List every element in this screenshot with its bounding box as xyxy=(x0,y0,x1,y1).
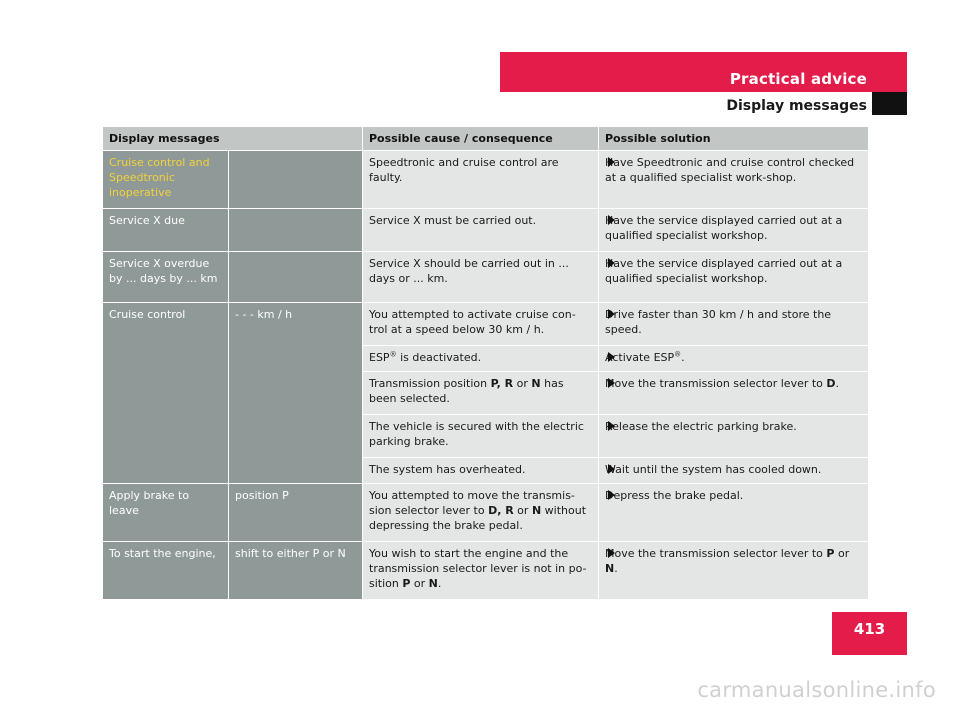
registered-mark: ® xyxy=(389,350,397,359)
gear-label: N xyxy=(531,504,542,517)
cause-text: without depressing the brake pedal. xyxy=(369,504,587,532)
column-header-display-messages: Display messages xyxy=(103,127,363,151)
header-black-tab xyxy=(872,92,907,115)
arrow-bullet-icon xyxy=(608,464,615,474)
solution-text: Activate ESP xyxy=(605,351,675,364)
message-sub-cell xyxy=(229,151,363,209)
message-text: Service X overdue by ... days by ... km xyxy=(109,257,218,285)
arrow-bullet-icon xyxy=(608,309,615,319)
arrow-bullet-icon xyxy=(608,215,615,225)
message-sub-cell: - - - km / h xyxy=(229,303,363,484)
arrow-bullet-icon xyxy=(608,157,615,167)
solution-cell xyxy=(599,252,869,303)
cause-cell xyxy=(363,542,599,600)
solution-cell xyxy=(599,484,869,542)
cause-cell: The system has overheated. xyxy=(363,458,599,484)
cause-cell: Speedtronic and cruise control are faulty. xyxy=(363,151,599,209)
solution-cell xyxy=(599,415,869,458)
solution-cell xyxy=(599,372,869,415)
cause-text: has been selected. xyxy=(369,377,564,405)
table-row xyxy=(103,209,869,252)
cause-text: ESP xyxy=(369,351,390,364)
arrow-bullet-icon xyxy=(608,548,615,558)
section-title: Practical advice xyxy=(729,70,867,88)
solution-text: Release the electric parking brake. xyxy=(605,420,797,433)
arrow-bullet-icon xyxy=(608,352,615,362)
solution-text: Move the transmission selector lever to xyxy=(605,547,827,560)
cause-text: You attempted to move the transmis-sion selector lever to xyxy=(369,489,575,517)
table-row xyxy=(103,151,869,209)
arrow-bullet-icon xyxy=(608,258,615,268)
cause-cell: Service X should be carried out in ... days or ... km. xyxy=(363,252,599,303)
page-number-box xyxy=(832,612,907,655)
table-row xyxy=(103,303,869,346)
message-cell: To start the engine, xyxy=(103,542,229,600)
arrow-bullet-icon xyxy=(608,378,615,388)
gear-label: N xyxy=(428,577,438,590)
message-sub-cell: shift to either P or N xyxy=(229,542,363,600)
message-text: Service X due xyxy=(109,214,185,227)
solution-cell xyxy=(599,542,869,600)
solution-text: Have Speedtronic and cruise control checked at a qualified specialist work-shop. xyxy=(605,156,855,184)
message-cell xyxy=(103,151,229,209)
solution-text: Have the service displayed carried out at a qualified specialist workshop. xyxy=(605,214,843,242)
message-cell xyxy=(103,252,229,303)
registered-mark: ® xyxy=(674,350,682,359)
arrow-bullet-icon xyxy=(608,490,615,500)
cause-cell xyxy=(363,484,599,542)
solution-text: Have the service displayed carried out at a qualified specialist workshop. xyxy=(605,257,843,285)
solution-text: . xyxy=(614,562,618,575)
message-sub-cell xyxy=(229,209,363,252)
cause-cell xyxy=(363,372,599,415)
display-messages-table xyxy=(102,126,869,600)
cause-text: or xyxy=(513,377,532,390)
table-row xyxy=(103,542,869,600)
message-text: Cruise control and Speedtronic inoperative xyxy=(109,156,210,199)
gear-label: D, R xyxy=(488,504,514,517)
cause-cell: The vehicle is secured with the electric parking brake. xyxy=(363,415,599,458)
solution-cell xyxy=(599,151,869,209)
message-sub-cell xyxy=(229,252,363,303)
message-cell: Apply brake to leave xyxy=(103,484,229,542)
page-title: Display messages xyxy=(726,98,867,114)
solution-cell xyxy=(599,209,869,252)
solution-cell xyxy=(599,458,869,484)
solution-text: Move the transmission selector lever to xyxy=(605,377,827,390)
arrow-bullet-icon xyxy=(608,421,615,431)
solution-text: Drive faster than 30 km / h and store the speed. xyxy=(605,308,832,336)
gear-label: P xyxy=(826,547,835,560)
solution-text: or xyxy=(834,547,850,560)
cause-cell: You attempted to activate cruise con-trol at a speed below 30 km / h. xyxy=(363,303,599,346)
table-row xyxy=(103,484,869,542)
cause-text: Transmission position xyxy=(369,377,491,390)
cause-cell: Service X must be carried out. xyxy=(363,209,599,252)
message-cell: Cruise control xyxy=(103,303,229,484)
watermark-link[interactable]: carmanualsonline.info xyxy=(697,678,936,702)
cause-text: is deactivated. xyxy=(396,351,482,364)
solution-cell xyxy=(599,346,869,372)
cause-text: or xyxy=(513,504,532,517)
solution-text: Depress the brake pedal. xyxy=(605,489,744,502)
solution-text: . xyxy=(681,351,685,364)
solution-text: . xyxy=(835,377,840,390)
solution-cell xyxy=(599,303,869,346)
gear-label: N xyxy=(605,562,615,575)
gear-label: N xyxy=(531,377,541,390)
column-header-cause: Possible cause / consequence xyxy=(363,127,599,151)
gear-label: P, R xyxy=(490,377,514,390)
cause-cell xyxy=(363,346,599,372)
page-number: 413 xyxy=(853,620,886,638)
table-header-row xyxy=(103,127,869,151)
message-sub-cell: position P xyxy=(229,484,363,542)
gear-label: D xyxy=(826,377,836,390)
table-row xyxy=(103,252,869,303)
cause-text: You wish to start the engine and the transmission selector lever is not in po-sition xyxy=(369,547,587,590)
message-cell xyxy=(103,209,229,252)
gear-label: P xyxy=(402,577,411,590)
solution-text: Wait until the system has cooled down. xyxy=(605,463,822,476)
column-header-solution: Possible solution xyxy=(599,127,869,151)
cause-text: . xyxy=(437,577,442,590)
cause-text: or xyxy=(410,577,429,590)
